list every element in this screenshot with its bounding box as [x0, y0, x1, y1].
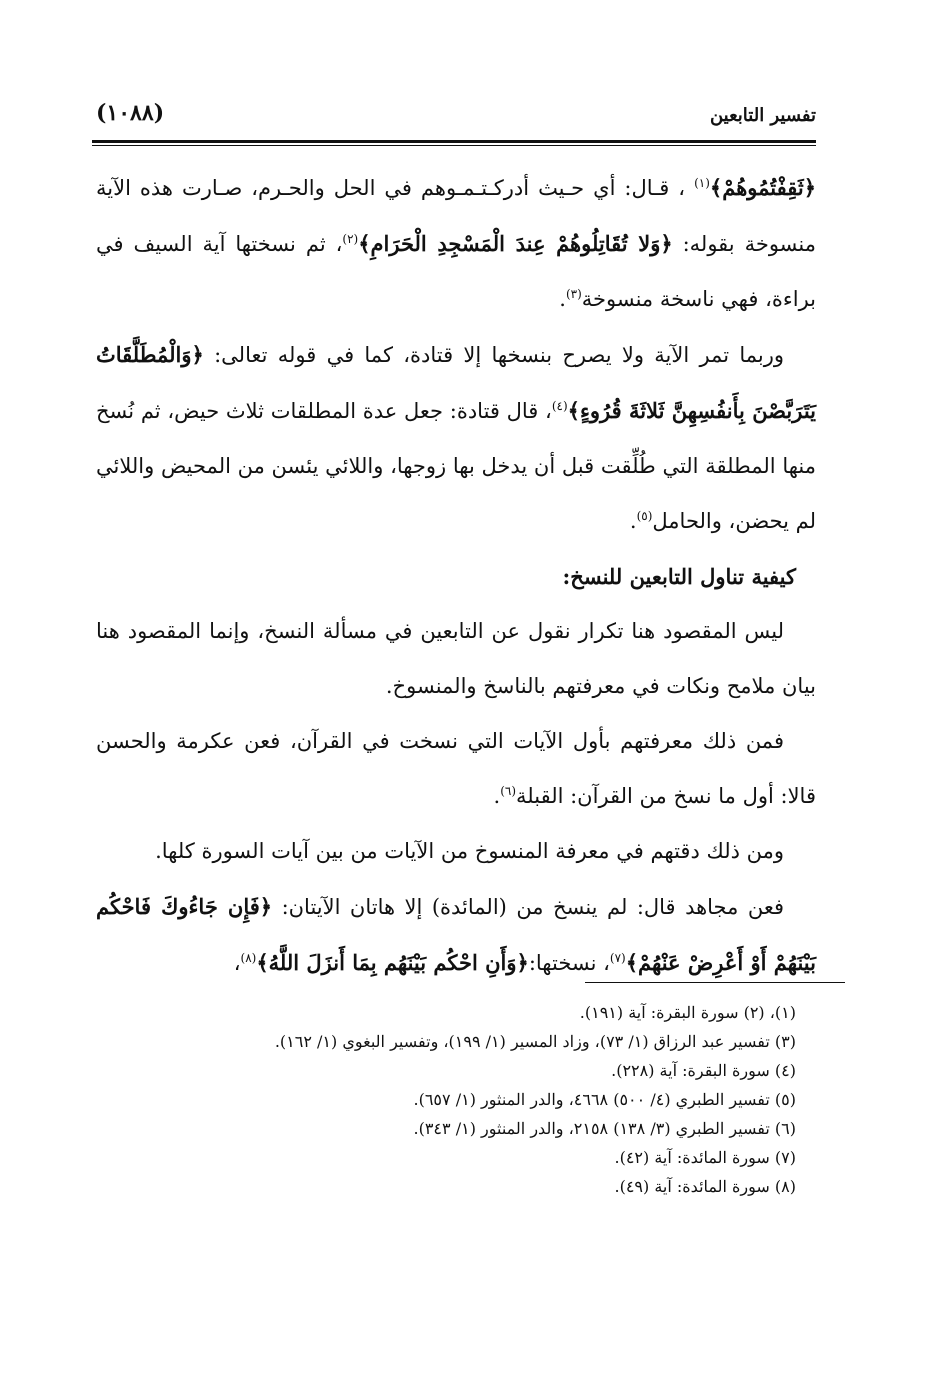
footnote-separator	[585, 982, 845, 983]
paragraph-text: ، ثم نسختها آية السيف في براءة، فهي ناسخة منسوخة	[96, 232, 816, 311]
footnote-ref: (٦)	[500, 784, 517, 798]
book-title: تفسير التابعين	[709, 105, 816, 126]
paragraph-end: .	[559, 287, 566, 311]
footnote-ref: (٨)	[240, 951, 257, 965]
paragraph-6	[96, 879, 816, 991]
header-rule-thin	[92, 145, 816, 146]
quran-quote: ﴿وَلا تُقَاتِلُوهُمْ عِندَ الْمَسْجِدِ الْحَرَامِ﴾	[358, 231, 673, 256]
body-text	[96, 160, 816, 991]
paragraph-3: ليس المقصود هنا تكرار نقول عن التابعين في مسألة النسخ، وإنما المقصود هنا بيان ملامح ونكات في معرفتهم بالناسخ والمنسوخ.	[96, 619, 816, 698]
section-heading: كيفية تناول التابعين للنسخ:	[562, 564, 796, 589]
footnote-item: (٨) سورة المائدة: آية (٤٩).	[614, 1177, 796, 1196]
footnote-ref: (٥)	[636, 509, 653, 523]
paragraph-end: .	[493, 784, 501, 808]
paragraph-text: فعن مجاهد قال: لم ينسخ من (المائدة) إلا هاتان الآيتان:	[281, 895, 784, 919]
quran-quote: ﴿ثَقِفْتُمُوهُمْ﴾	[709, 175, 816, 200]
paragraph-text: وربما تمر الآية ولا يصرح بنسخها إلا قتادة، كما في قوله تعالى:	[214, 343, 784, 367]
page-header	[96, 92, 816, 126]
paragraph-text: فمن ذلك معرفتهم بأول الآيات التي نسخت في القرآن، فعن عكرمة والحسن قالا: أول ما نسخ من القرآن: القبلة	[96, 729, 816, 808]
quran-quote: ﴿فَإِن جَاءُوكَ فَاحْكُم بَيْنَهُمْ أَوْ أَعْرِضْ عَنْهُمْ﴾	[96, 894, 816, 975]
footnote-ref: (٤)	[551, 399, 568, 413]
footnote-item: (١)، (٢) سورة البقرة: آية (١٩١).	[579, 1003, 796, 1022]
footnote-item: (٥) تفسير الطبري (٤/ ٥٠٠) ٤٦٦٨، والدر المنثور (١/ ٦٥٧).	[413, 1090, 796, 1109]
paragraph-text: ، قال قتادة: جعل عدة المطلقات ثلاث حيض، ثم نُسخ منها المطلقة التي طُلِّقت قبل أن يدخل بها زوجها، واللائي يئسن من المحيض واللائي لم يحضن، والحامل	[96, 399, 816, 533]
footnote-ref: (٣)	[565, 287, 582, 301]
paragraph-4	[96, 714, 816, 824]
paragraph-5: ومن ذلك دقتهم في معرفة المنسوخ من الآيات من بين آيات السورة كلها.	[155, 839, 784, 863]
footnote-ref: (٧)	[609, 951, 626, 965]
page-number: (١٠٨٨)	[96, 100, 165, 126]
paragraph-end: .	[629, 509, 637, 533]
footnote-ref: (١)	[694, 176, 710, 190]
footnote-item: (٤) سورة البقرة: آية (٢٢٨).	[611, 1061, 796, 1080]
quran-quote: ﴿وَالْمُطَلَّقَاتُ يَتَرَبَّصْنَ بِأَنفُسِهِنَّ ثَلاثَةَ قُرُوءٍ﴾	[96, 342, 817, 423]
paragraph-text: ، قـال: أي حـيث أدركـتـمـوهم في الحل والحـرم، صـارت هذه الآية منسوخة بقوله:	[96, 176, 816, 256]
paragraph-text: ، نسختها:	[528, 951, 610, 975]
paragraph-1	[96, 160, 816, 327]
footnote-ref: (٢)	[342, 232, 359, 246]
paragraph-end: ،	[233, 951, 241, 975]
footnote-item: (٧) سورة المائدة: آية (٤٢).	[614, 1148, 796, 1167]
footnote-item: (٣) تفسير عبد الرزاق (١/ ٧٣)، وزاد المسير (١/ ١٩٩)، وتفسير البغوي (١/ ١٦٢).	[274, 1032, 796, 1051]
footnote-item: (٦) تفسير الطبري (٣/ ١٣٨) ٢١٥٨، والدر المنثور (١/ ٣٤٣).	[413, 1119, 796, 1138]
header-rule-thick	[92, 140, 816, 143]
quran-quote: ﴿وَأَنِ احْكُم بَيْنَهُم بِمَا أَنزَلَ اللَّهُ﴾	[256, 950, 529, 975]
footnotes	[96, 998, 816, 1201]
paragraph-2	[96, 327, 816, 549]
